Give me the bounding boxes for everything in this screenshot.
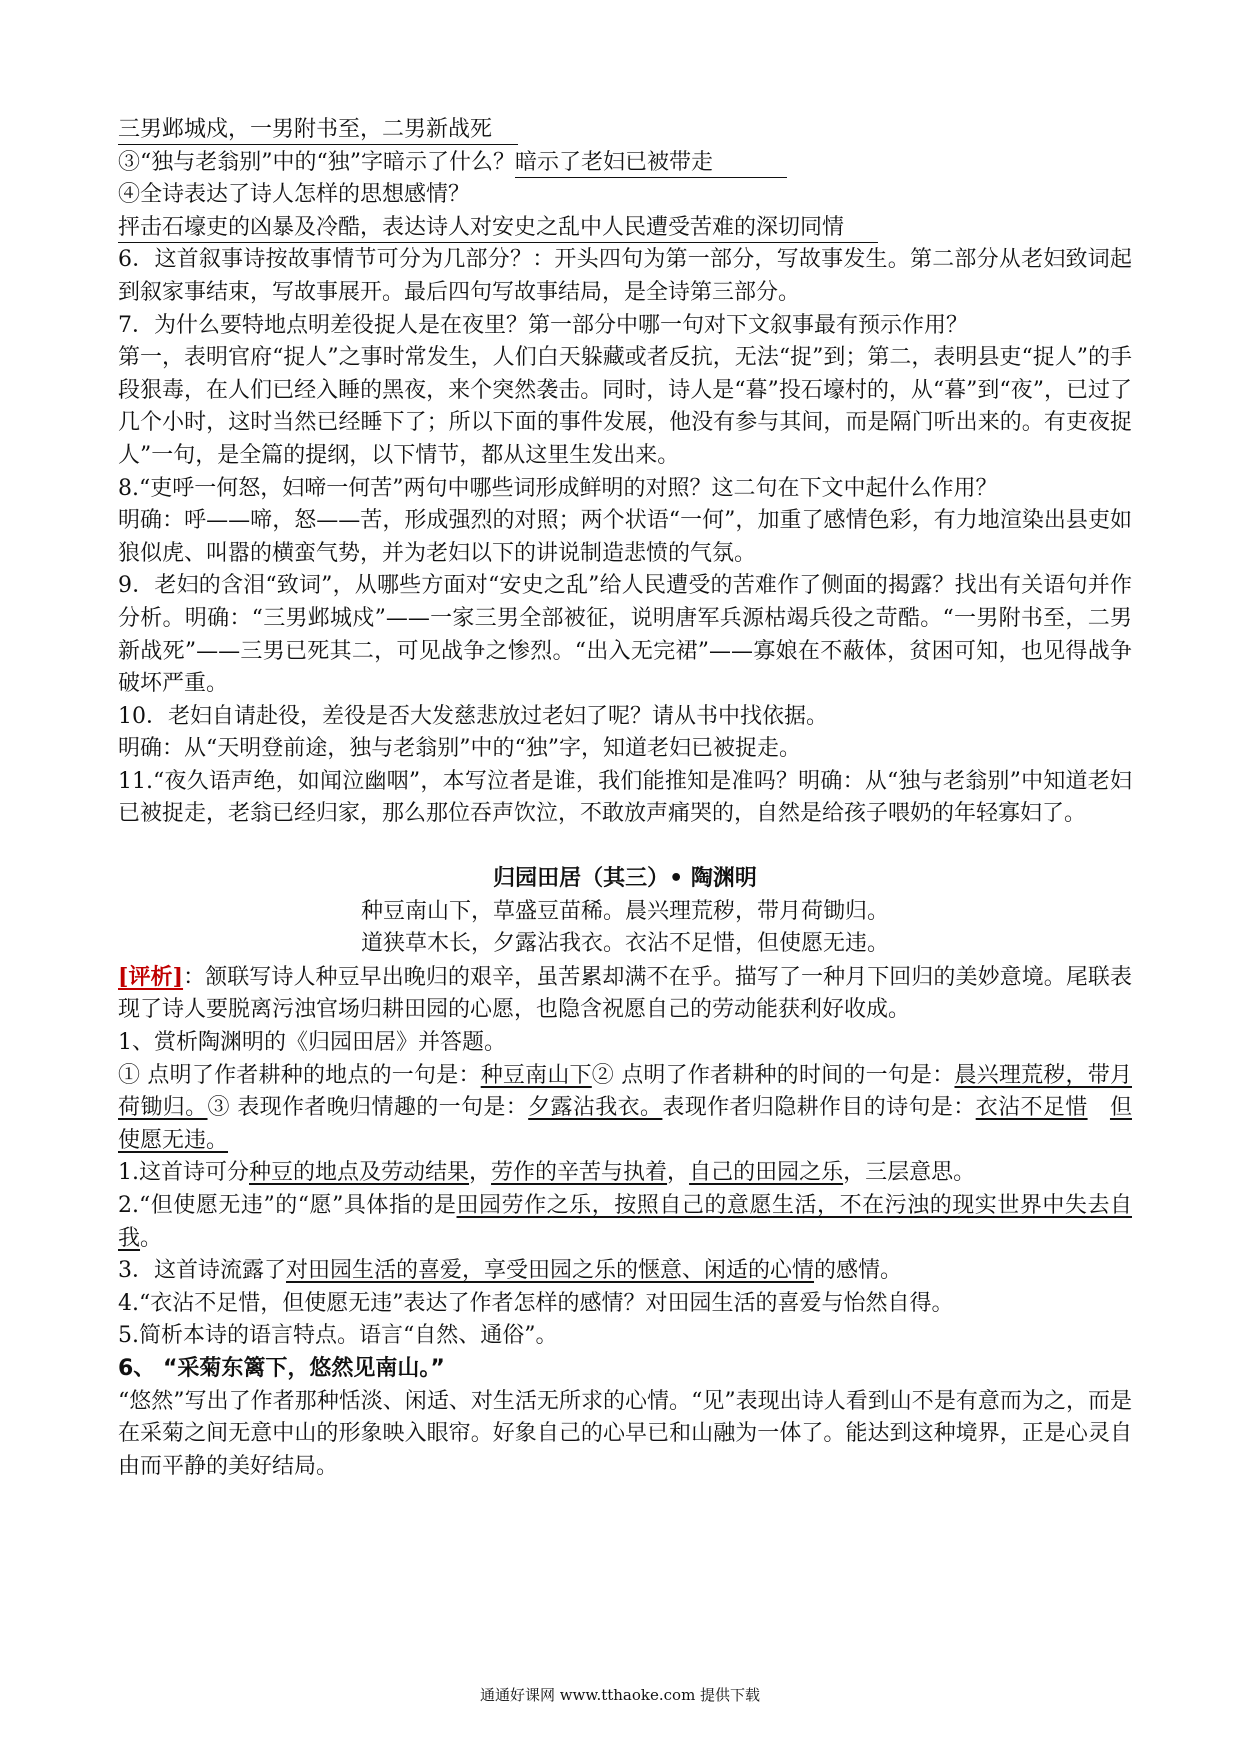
statement-3: 3．这首诗流露了对田园生活的喜爱，享受田园之乐的惬意、闲适的心情的感情。 (118, 1258, 903, 1284)
page-footer: 通通好课网 www.tthaoke.com 提供下载 (479, 1686, 761, 1704)
question-8: 8.“吏呼一何怒，妇啼一何苦”两句中哪些词形成鲜明的对照？这二句在下文中起什么作用？ (118, 475, 998, 501)
answer-7: 第一，表明官府“捉人”之事时常发生，人们白天躲藏或者反抗，无法“捉”到；第二，表明县吏“捉人”的手段狠毒，在人们已经入睡的黑夜，来个突然袭击。同时，诗人是“暮”投石壕村的，从“暮”到“夜”，已过了几个小时，这时当然已经睡下了；所以下面的事件发展，他没有参与其间，而是隔门听出来的。有吏夜捉人”一句，是全篇的提纲，以下情节，都从这里生发出来。 (118, 345, 1132, 468)
statement-2: 2.“但使愿无违”的“愿”具体指的是田园劳作之乐，按照自己的意愿生活，不在污浊的现实世界中失去自我。 (118, 1193, 1132, 1251)
question-intro: 1、赏析陶渊明的《归园田居》并答题。 (118, 1030, 506, 1056)
answer-line (118, 114, 1132, 147)
underlined-answer: 暗示了老妇已被带走 (515, 149, 787, 178)
paragraph-6: 6．这首叙事诗按故事情节可分为几部分？：开头四句为第一部分，写故事发生。第二部分从老妇致词起到叙家事结束，写故事展开。最后四句写故事结局，是全诗第三部分。 (118, 247, 1132, 305)
question-7: 7．为什么要特地点明差役捉人是在夜里？第一部分中哪一句对下文叙事最有预示作用？ (118, 312, 968, 338)
question-3: ③“独与老翁别”中的“独”字暗示了什么？暗示了老妇已被带走 (118, 147, 1132, 180)
underlined-answer: 三男邺城戍，一男附书至，二男新战死 (118, 116, 518, 145)
statement-4: 4.“衣沾不足惜，但使愿无违”表达了作者怎样的感情？对田园生活的喜爱与怡然自得。 (118, 1290, 954, 1316)
paragraph-11: 11.“夜久语声绝，如闻泣幽咽”，本写泣者是谁，我们能推知是准吗？明确：从“独与老翁别”中知道老妇已被捉走，老翁已经归家，那么那位吞声饮泣，不敢放声痛哭的，自然是给孩子喂奶的年轻寡妇了。 (118, 768, 1132, 827)
document-body (118, 114, 1132, 1483)
question-10: 10．老妇自请赴役，差役是否大发慈悲放过老妇了呢？请从书中找依据。 (118, 703, 828, 729)
poem-title: 归园田居（其三）• 陶渊明 (493, 866, 757, 892)
analysis-tag: [评析] (118, 963, 184, 990)
analysis: [评析]：颔联写诗人种豆早出晚归的艰辛，虽苦累却满不在乎。描写了一种月下回归的美妙意境。尾联表现了诗人要脱离污浊官场归耕田园的心愿，也隐含祝愿自己的劳动能获利好收成。 (118, 963, 1132, 1023)
question-4: ④全诗表达了诗人怎样的思想感情？ (118, 182, 471, 208)
statement-1: 1.这首诗可分种豆的地点及劳动结果，劳作的辛苦与执着，自己的田园之乐，三层意思。 (118, 1160, 976, 1186)
underlined-answer: 抨击石壕吏的凶暴及冷酷，表达诗人对安史之乱中人民遭受苦难的深切同情 (118, 214, 878, 243)
statement-5: 5.简析本诗的语言特点。语言“自然、通俗”。 (118, 1323, 558, 1349)
question-1-parts: ① 点明了作者耕种的地点的一句是：种豆南山下② 点明了作者耕种的时间的一句是：晨兴理荒秽，带月荷锄归。③ 表现作者晚归情趣的一句是：夕露沾我衣。表现作者归隐耕作目的诗句是：衣沾不足惜 但使愿无违。 (118, 1062, 1132, 1153)
poem-line-1: 种豆南山下，草盛豆苗稀。晨兴理荒秽，带月荷锄归。 (360, 898, 889, 924)
poem-line-2: 道狭草木长，夕露沾我衣。衣沾不足惜，但使愿无违。 (360, 931, 889, 957)
answer-8: 明确：呼——啼，怒——苦，形成强烈的对照；两个状语“一何”，加重了感情色彩，有力地渲染出县吏如狼似虎、叫嚣的横蛮气势，并为老妇以下的讲说制造悲愤的气氛。 (118, 508, 1132, 566)
answer-10: 明确：从“天明登前途，独与老翁别”中的“独”字，知道老妇已被捉走。 (118, 736, 801, 762)
paragraph-9: 9．老妇的含泪“致词”，从哪些方面对“安史之乱”给人民遭受的苦难作了侧面的揭露？找出有关语句并作分析。明确：“三男邺城戍”——一家三男全部被征，说明唐军兵源枯竭兵役之苛酷。“一男附书至，二男新战死”——三男已死其二，可见战争之惨烈。“出入无完裙”——寡娘在不蔽体，贫困可知，也见得战争破坏严重。 (118, 573, 1132, 697)
answer-line (118, 212, 1132, 245)
statement-6-analysis: “悠然”写出了作者那种恬淡、闲适、对生活无所求的心情。“见”表现出诗人看到山不是有意而为之，而是在采菊之间无意中山的形象映入眼帘。好象自己的心早已和山融为一体了。能达到这种境界，正是心灵自由而平静的美好结局。 (118, 1388, 1132, 1479)
statement-6: 6、 “采菊东篱下，悠然见南山。” (118, 1355, 445, 1381)
